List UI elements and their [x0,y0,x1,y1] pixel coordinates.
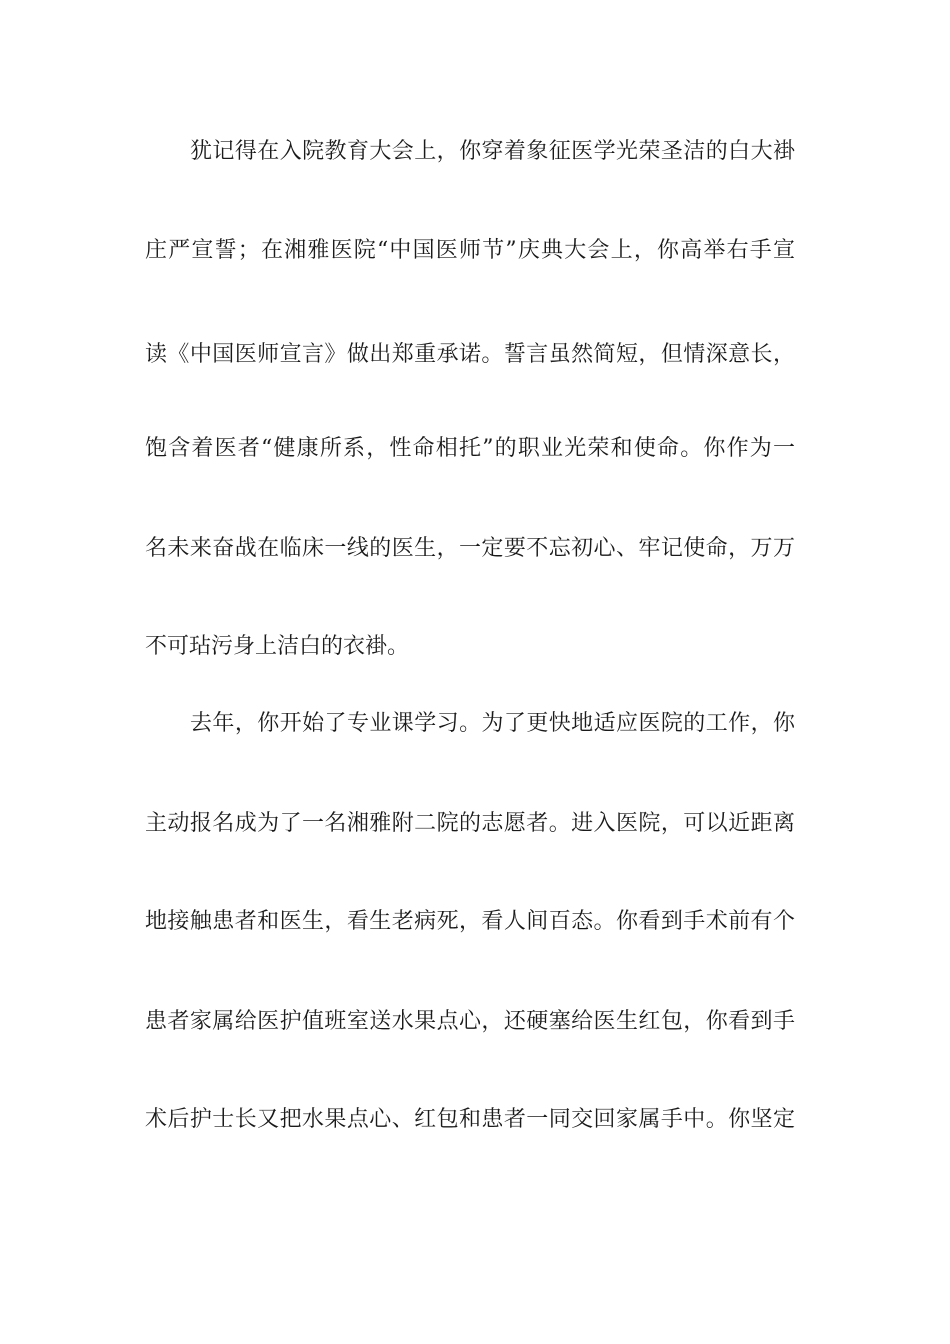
text-line: 不可玷污身上洁白的衣褂。 [145,634,410,659]
text-line: 主动报名成为了一名湘雅附二院的志愿者。进入医院，可以近距离 [145,811,795,836]
text-line: 术后护士长又把水果点心、红包和患者一同交回家属手中。你坚定 [145,1107,795,1132]
text-line: 患者家属给医护值班室送水果点心，还硬塞给医生红包，你看到手 [145,1009,795,1034]
text-line: 读《中国医师宣言》做出郑重承诺。誓言虽然简短，但情深意长， [145,342,795,367]
text-line: 庄严宣誓；在湘雅医院“中国医师节”庆典大会上，你高举右手宣 [145,238,795,263]
text-line: 饱含着医者“健康所系，性命相托”的职业光荣和使命。你作为一 [145,436,795,461]
text-line: 犹记得在入院教育大会上，你穿着象征医学光荣圣洁的白大褂 [190,139,795,164]
text-line: 去年，你开始了专业课学习。为了更快地适应医院的工作，你 [190,711,795,736]
text-line: 地接触患者和医生，看生老病死，看人间百态。你看到手术前有个 [145,909,795,934]
text-line: 名未来奋战在临床一线的医生，一定要不忘初心、牢记使命，万万 [145,536,795,561]
